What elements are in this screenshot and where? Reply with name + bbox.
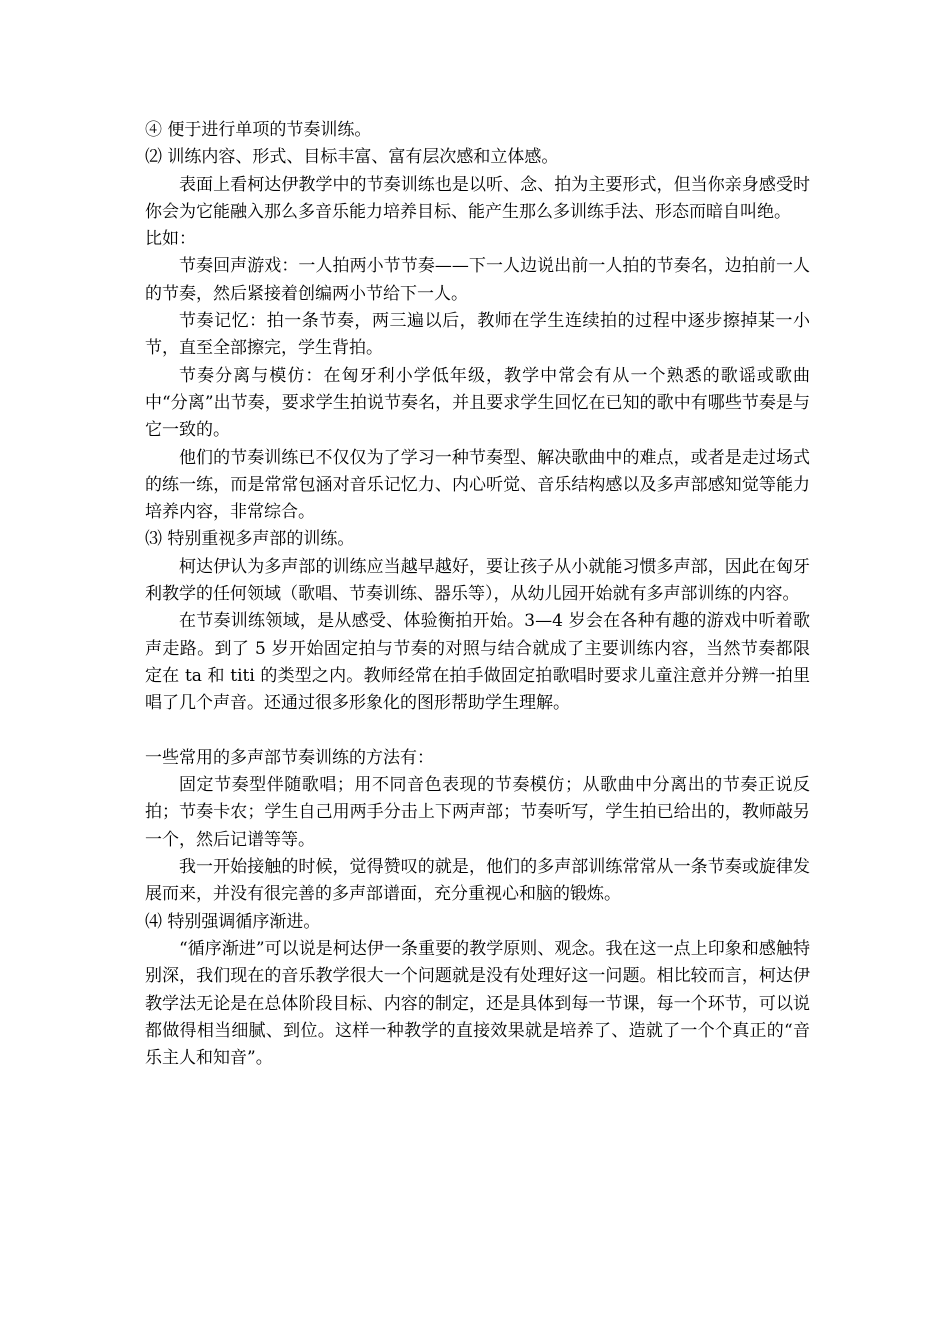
paragraph-separation-imitation: 节奏分离与模仿：在匈牙利小学低年级，教学中常会有从一个熟悉的歌谣或歌曲中“分离”出节奏，要求学生拍说节奏名，并且要求学生回忆在已知的歌中有哪些节奏是与它一致的。 (145, 365, 810, 441)
paragraph-echo-game: 节奏回声游戏：一人拍两小节节奏——下一人边说出前一人拍的节奏名，边拍前一人的节奏，然后紧接着创编两小节给下一人。 (145, 256, 810, 304)
paragraph-rhythm-memory: 节奏记忆：拍一条节奏，两三遍以后，教师在学生连续拍的过程中逐步擦掉某一小节，直至全部擦完，学生背拍。 (145, 311, 810, 359)
section-2-heading: ⑵ 训练内容、形式、目标丰富、富有层次感和立体感。 (145, 147, 559, 168)
section-4-heading: ⑷ 特别强调循序渐进。 (145, 911, 321, 932)
section-3-heading: ⑶ 特别重视多声部的训练。 (145, 529, 355, 550)
list-item-4-heading: ④ 便于进行单项的节奏训练。 (145, 120, 372, 140)
paragraph-example-lead: 比如： (145, 229, 196, 250)
paragraph-rhythm-field: 在节奏训练领域，是从感受、体验衡拍开始。3—4 岁会在各种有趣的游戏中听着歌声走路。到了 5 岁开始固定拍与节奏的对照与结合就成了主要训练内容，当然节奏都限定在 ta 和 titi 的类型之内。教师经常在拍手做固定拍歌唱时要求儿童注意并分辨一拍里唱了几个声音。还通过很多形象化的图形帮助学生理解。 (145, 611, 810, 714)
paragraph-intro: 表面上看柯达伊教学中的节奏训练也是以听、念、拍为主要形式，但当你亲身感受时你会为它能融入那么多音乐能力培养目标、能产生那么多训练手法、形态而暗自叫绝。 (145, 174, 810, 222)
blank-line (145, 718, 810, 745)
paragraph-gradual-progress: “循序渐进”可以说是柯达伊一条重要的教学原则、观念。我在这一点上印象和感触特别深，我们现在的音乐教学很大一个问题就是没有处理好这一问题。相比较而言，柯达伊教学法无论是在总体阶段目标、内容的制定，还是具体到每一节课，每一个环节，可以说都做得相当细腻、到位。这样一种教学的直接效果就是培养了、造就了一个个真正的“音乐主人和知音”。 (145, 938, 810, 1069)
paragraph-methods-list: 固定节奏型伴随歌唱；用不同音色表现的节奏模仿；从歌曲中分离出的节奏正说反拍；节奏卡农；学生自己用两手分击上下两声部；节奏听写，学生拍已给出的，教师敲另一个，然后记谱等等。 (145, 775, 810, 850)
document-body (145, 117, 810, 1072)
paragraph-impression: 我一开始接触的时候，觉得赞叹的就是，他们的多声部训练常常从一条节奏或旋律发展而来，并没有很完善的多声部谱面，充分重视心和脑的锻炼。 (145, 857, 810, 905)
paragraph-methods-lead: 一些常用的多声部节奏训练的方法有： (145, 747, 434, 768)
paragraph-multipart-early: 柯达伊认为多声部的训练应当越早越好，要让孩子从小就能习惯多声部，因此在匈牙利教学的任何领域（歌唱、节奏训练、器乐等），从幼儿园开始就有多声部训练的内容。 (145, 556, 810, 605)
paragraph-comprehensive: 他们的节奏训练已不仅仅为了学习一种节奏型、解决歌曲中的难点，或者是走过场式的练一练，而是常常包涵对音乐记忆力、内心听觉、音乐结构感以及多声部感知觉等能力培养内容，非常综合。 (145, 447, 810, 523)
